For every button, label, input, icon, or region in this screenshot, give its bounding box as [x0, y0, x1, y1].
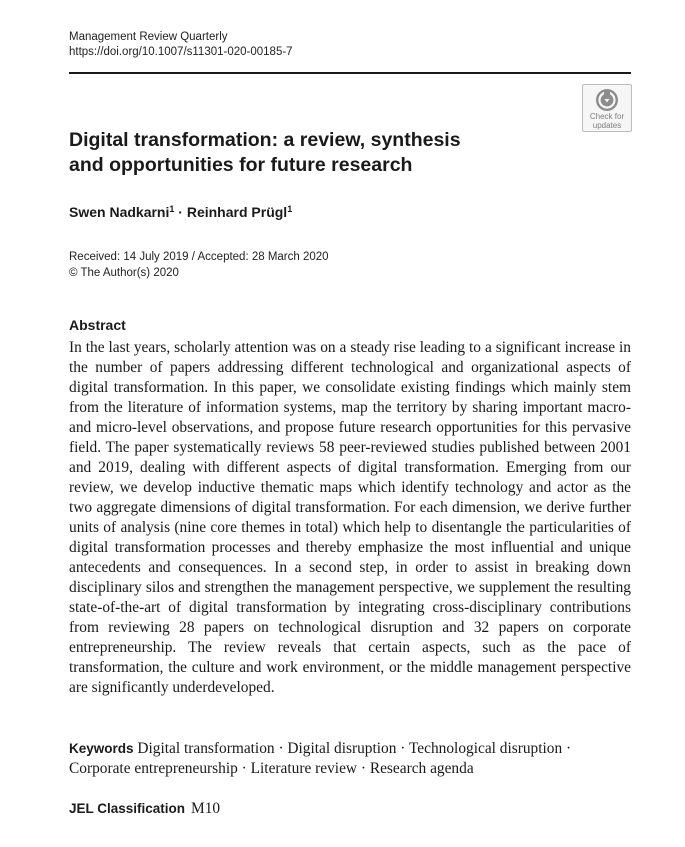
- article-header: [69, 30, 293, 60]
- author-name[interactable]: Reinhard Prügl: [186, 204, 288, 220]
- abstract-heading: Abstract: [69, 317, 126, 333]
- keywords-label: Keywords: [69, 741, 134, 756]
- received-accepted: Received: 14 July 2019 / Accepted: 28 March 2020: [69, 251, 329, 263]
- check-for-updates-line1: Check for: [589, 112, 625, 121]
- abstract-text: In the last years, scholarly attention was on a steady rise leading to a significant increase in the number of papers addressing different technological and organizational aspects of digital transformation. In this paper, we consolidate existing findings which mainly stem from the literature of information systems, map the territory by sharing important macro- and micro-level observations, and propose future research opportunities for this pervasive field. The paper systematically reviews 58 peer-reviewed studies published between 2001 and 2019, dealing with different aspects of digital transformation. Emerging from our review, we develop inductive thematic maps which identify technology and actor as the two aggregate dimensions of digital transformation. For each dimension, we derive further units of analysis (nine core themes in total) which help to disentangle the particularities of digital transformation processes and thereby emphasize the most influential and unique antecedents and consequences. In a second step, in order to assist in breaking down disciplinary silos and strengthen the management perspective, we supplement the resulting state-of-the-art of digital transformation by integrating cross-disciplinary contributions from reviewing 28 papers on technological disruption and 32 papers on corporate entrepreneurship. The review reveals that certain aspects, such as the pace of transformation, the culture and work environment, or the middle management perspective are significantly underdeveloped.: [69, 339, 631, 696]
- author-affiliation: 1: [169, 204, 175, 214]
- jel-label: JEL Classification: [69, 801, 186, 816]
- doi-link[interactable]: https://doi.org/10.1007/s11301-020-00185-7: [69, 46, 293, 58]
- author-separator: ·: [178, 204, 183, 220]
- title-line-1: Digital transformation: a review, synthesis: [69, 129, 461, 151]
- article-title: [69, 128, 489, 178]
- article-dates: [69, 250, 329, 281]
- check-for-updates-icon: [595, 88, 619, 112]
- author-name[interactable]: Swen Nadkarni: [69, 204, 170, 220]
- author-list: [69, 204, 292, 220]
- check-for-updates-line2: updates: [592, 120, 622, 130]
- copyright: © The Author(s) 2020: [69, 266, 179, 279]
- keywords-section: [69, 739, 631, 779]
- journal-name: Management Review Quarterly: [69, 31, 228, 43]
- jel-classification: [69, 799, 220, 819]
- author-affiliation: 1: [287, 204, 293, 214]
- check-for-updates-badge[interactable]: [582, 84, 632, 132]
- header-rule: [69, 72, 631, 74]
- keywords-text: Digital transformation · Digital disruption · Technological disruption · Corporate entrepreneurship · Literature review · Research agenda: [69, 740, 572, 777]
- title-line-2: and opportunities for future research: [69, 154, 413, 176]
- jel-code: M10: [191, 800, 221, 817]
